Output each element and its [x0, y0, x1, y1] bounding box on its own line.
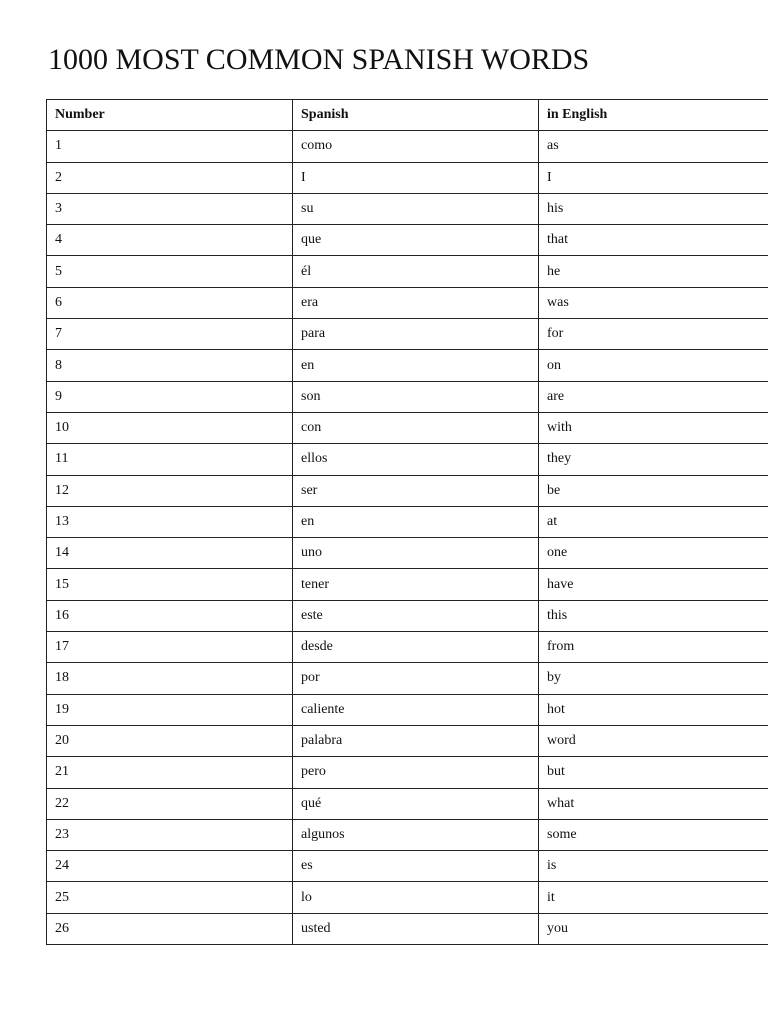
- cell-english: you: [539, 913, 768, 944]
- cell-number: 25: [47, 882, 293, 913]
- table-row: [47, 256, 768, 287]
- cell-spanish: en: [293, 506, 539, 537]
- cell-english: with: [539, 412, 768, 443]
- cell-spanish: con: [293, 412, 539, 443]
- cell-english: they: [539, 444, 768, 475]
- cell-number: 23: [47, 819, 293, 850]
- cell-english: is: [539, 851, 768, 882]
- cell-spanish: este: [293, 600, 539, 631]
- cell-number: 11: [47, 444, 293, 475]
- table-row: [47, 694, 768, 725]
- cell-english: by: [539, 663, 768, 694]
- cell-number: 1: [47, 131, 293, 162]
- cell-english: his: [539, 193, 768, 224]
- cell-number: 17: [47, 632, 293, 663]
- table-row: [47, 131, 768, 162]
- cell-number: 5: [47, 256, 293, 287]
- cell-number: 18: [47, 663, 293, 694]
- cell-number: 21: [47, 757, 293, 788]
- table-row: [47, 882, 768, 913]
- table-body: [47, 131, 768, 945]
- cell-spanish: son: [293, 381, 539, 412]
- table-row: [47, 663, 768, 694]
- cell-number: 6: [47, 287, 293, 318]
- table-row: [47, 225, 768, 256]
- cell-spanish: él: [293, 256, 539, 287]
- cell-spanish: su: [293, 193, 539, 224]
- cell-english: word: [539, 725, 768, 756]
- cell-spanish: algunos: [293, 819, 539, 850]
- cell-english: that: [539, 225, 768, 256]
- cell-spanish: ser: [293, 475, 539, 506]
- table-row: [47, 538, 768, 569]
- cell-spanish: pero: [293, 757, 539, 788]
- cell-number: 20: [47, 725, 293, 756]
- table-row: [47, 725, 768, 756]
- page-title: 1000 MOST COMMON SPANISH WORDS: [48, 43, 590, 76]
- column-header-number: Number: [47, 100, 293, 131]
- cell-english: hot: [539, 694, 768, 725]
- table-row: [47, 913, 768, 944]
- cell-spanish: que: [293, 225, 539, 256]
- cell-number: 15: [47, 569, 293, 600]
- table-row: [47, 412, 768, 443]
- cell-spanish: desde: [293, 632, 539, 663]
- cell-english: from: [539, 632, 768, 663]
- cell-english: but: [539, 757, 768, 788]
- column-header-spanish: Spanish: [293, 100, 539, 131]
- cell-english: I: [539, 162, 768, 193]
- cell-number: 16: [47, 600, 293, 631]
- cell-number: 13: [47, 506, 293, 537]
- table-row: [47, 506, 768, 537]
- cell-spanish: uno: [293, 538, 539, 569]
- cell-english: it: [539, 882, 768, 913]
- cell-spanish: ellos: [293, 444, 539, 475]
- words-table: [46, 99, 768, 945]
- table-row: [47, 287, 768, 318]
- table-header-row: [47, 100, 768, 131]
- table-row: [47, 819, 768, 850]
- cell-spanish: tener: [293, 569, 539, 600]
- table-row: [47, 193, 768, 224]
- cell-english: have: [539, 569, 768, 600]
- cell-english: for: [539, 319, 768, 350]
- table-row: [47, 350, 768, 381]
- cell-number: 3: [47, 193, 293, 224]
- cell-english: what: [539, 788, 768, 819]
- cell-number: 8: [47, 350, 293, 381]
- cell-spanish: como: [293, 131, 539, 162]
- cell-spanish: lo: [293, 882, 539, 913]
- table-row: [47, 600, 768, 631]
- table-row: [47, 757, 768, 788]
- cell-english: on: [539, 350, 768, 381]
- cell-number: 10: [47, 412, 293, 443]
- cell-spanish: I: [293, 162, 539, 193]
- table-row: [47, 851, 768, 882]
- cell-english: one: [539, 538, 768, 569]
- cell-number: 24: [47, 851, 293, 882]
- cell-english: this: [539, 600, 768, 631]
- cell-spanish: por: [293, 663, 539, 694]
- cell-spanish: qué: [293, 788, 539, 819]
- cell-spanish: para: [293, 319, 539, 350]
- table-row: [47, 319, 768, 350]
- cell-english: some: [539, 819, 768, 850]
- cell-number: 14: [47, 538, 293, 569]
- cell-english: he: [539, 256, 768, 287]
- column-header-english: in English: [539, 100, 768, 131]
- cell-number: 9: [47, 381, 293, 412]
- table-row: [47, 381, 768, 412]
- cell-spanish: era: [293, 287, 539, 318]
- cell-number: 7: [47, 319, 293, 350]
- cell-number: 22: [47, 788, 293, 819]
- cell-number: 26: [47, 913, 293, 944]
- table-row: [47, 569, 768, 600]
- cell-english: are: [539, 381, 768, 412]
- cell-english: was: [539, 287, 768, 318]
- cell-english: be: [539, 475, 768, 506]
- cell-spanish: caliente: [293, 694, 539, 725]
- cell-number: 2: [47, 162, 293, 193]
- table-row: [47, 788, 768, 819]
- cell-number: 4: [47, 225, 293, 256]
- cell-english: as: [539, 131, 768, 162]
- cell-number: 12: [47, 475, 293, 506]
- cell-spanish: usted: [293, 913, 539, 944]
- cell-english: at: [539, 506, 768, 537]
- cell-spanish: en: [293, 350, 539, 381]
- cell-spanish: es: [293, 851, 539, 882]
- table-row: [47, 475, 768, 506]
- table-row: [47, 444, 768, 475]
- table-row: [47, 632, 768, 663]
- cell-number: 19: [47, 694, 293, 725]
- table-row: [47, 162, 768, 193]
- cell-spanish: palabra: [293, 725, 539, 756]
